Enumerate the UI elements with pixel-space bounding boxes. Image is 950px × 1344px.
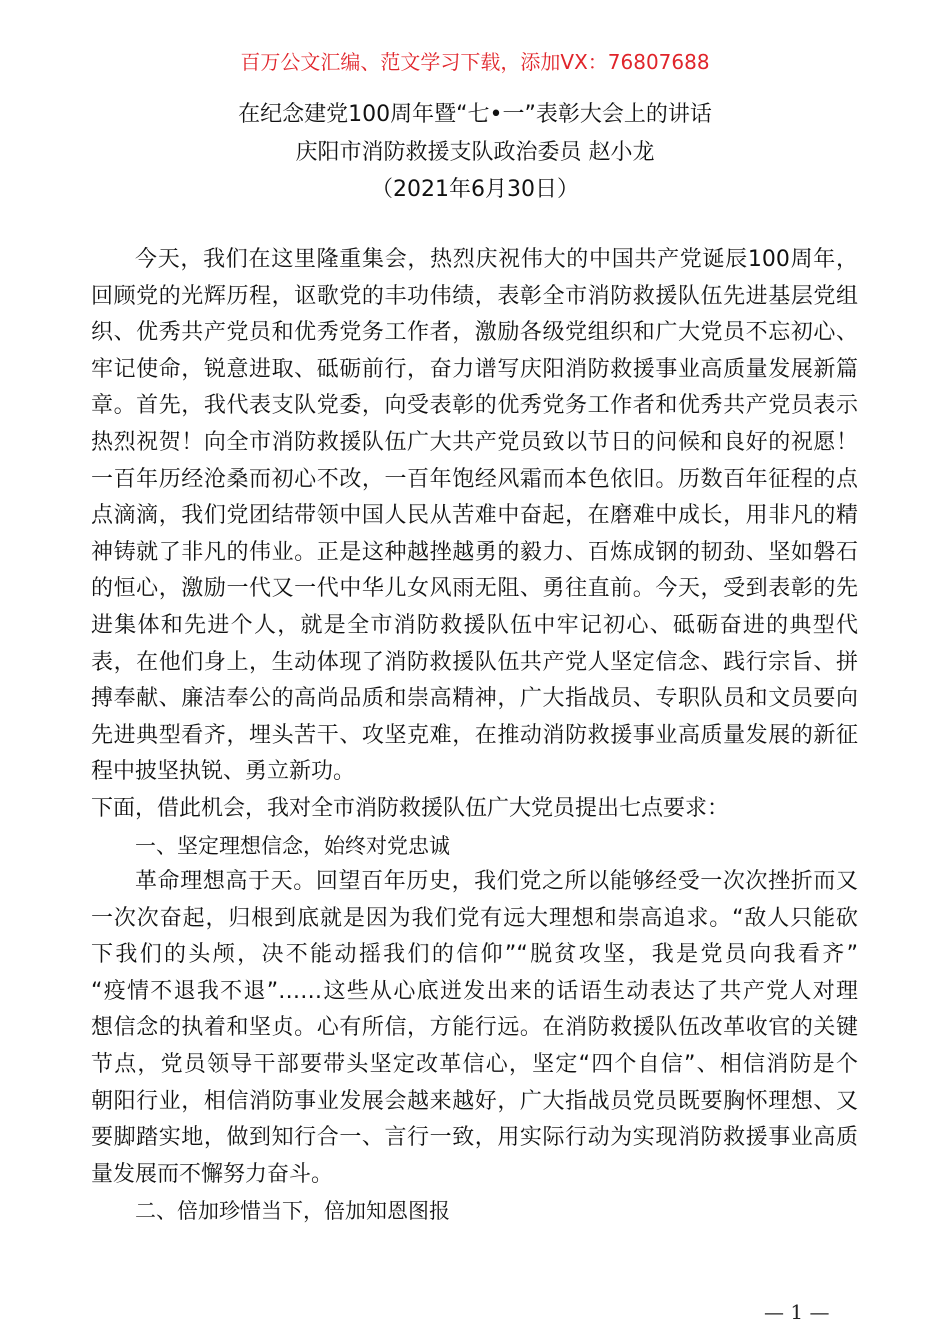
text-line: 搏奉献、廉洁奉公的高尚品质和崇高精神，广大指战员、专职队员和文员要向 <box>91 686 858 712</box>
text-line: 热烈祝贺！向全市消防救援队伍广大共产党员致以节日的问候和良好的祝愿！ <box>91 429 858 455</box>
text-line: 量发展而不懈努力奋斗。 <box>91 1161 334 1187</box>
text-line: 朝阳行业，相信消防事业发展会越来越好，广大指战员党员既要胸怀理想、又 <box>91 1088 858 1114</box>
page-number: — 1 — <box>764 1300 830 1324</box>
text-line: 牢记使命，锐意进取、砥砺前行，奋力谱写庆阳消防救援事业高质量发展新篇 <box>91 356 858 382</box>
text-line: 一百年历经沧桑而初心不改，一百年饱经风霜而本色依旧。历数百年征程的点 <box>91 466 858 492</box>
watermark-banner: 百万公文汇编、范文学习下载，添加VX：76807688 <box>240 50 710 74</box>
text-line: 先进典型看齐，埋头苦干、攻坚克难，在推动消防救援事业高质量发展的新征 <box>91 722 858 748</box>
text-line: 节点，党员领导干部要带头坚定改革信心，坚定“四个自信”、相信消防是个 <box>91 1052 858 1078</box>
document-date: （2021年6月30日） <box>371 177 579 202</box>
text-line: 点滴滴，我们党团结带领中国人民从苦难中奋起，在磨难中成长，用非凡的精 <box>91 503 858 529</box>
document-body <box>91 242 858 1230</box>
text-line: 革命理想高于天。回望百年历史，我们党之所以能够经受一次次挫折而又 <box>135 869 858 895</box>
text-line: 神铸就了非凡的伟业。正是这种越挫越勇的毅力、百炼成钢的韧劲、坚如磐石 <box>91 539 858 565</box>
text-line: 程中披坚执锐、勇立新功。 <box>91 759 356 785</box>
text-line: 织、优秀共产党员和优秀党务工作者，激励各级党组织和广大党员不忘初心、 <box>91 320 858 346</box>
document-author: 庆阳市消防救援支队政治委员 赵小龙 <box>295 140 655 165</box>
text-line: 一次次奋起，归根到底就是因为我们党有远大理想和崇高追求。“敌人只能砍 <box>91 905 858 931</box>
text-line: 要脚踏实地，做到知行合一、言行一致，用实际行动为实现消防救援事业高质 <box>91 1125 858 1151</box>
text-line: 下我们的头颅，决不能动摇我们的信仰”“脱贫攻坚，我是党员向我看齐” <box>91 942 858 968</box>
text-line: 今天，我们在这里隆重集会，热烈庆祝伟大的中国共产党诞辰100周年， <box>135 247 858 272</box>
text-line: 的恒心，激励一代又一代中华儿女风雨无阻、勇往直前。今天，受到表彰的先 <box>91 576 858 602</box>
text-line: 下面，借此机会，我对全市消防救援队伍广大党员提出七点要求： <box>91 795 730 821</box>
text-line: 表，在他们身上，生动体现了消防救援队伍共产党人坚定信念、践行宗旨、拼 <box>91 649 858 675</box>
document-title: 在纪念建党100周年暨“七•一”表彰大会上的讲话 <box>238 102 712 127</box>
text-line: 章。首先，我代表支队党委，向受表彰的优秀党务工作者和优秀共产党员表示 <box>91 393 858 419</box>
text-line: 想信念的执着和坚贞。心有所信，方能行远。在消防救援队伍改革收官的关键 <box>91 1015 858 1041</box>
text-line: 进集体和先进个人，就是全市消防救援队伍中牢记初心、砥砺奋进的典型代 <box>91 612 858 638</box>
section-heading-1: 一、坚定理想信念，始终对党忠诚 <box>135 833 450 858</box>
section-heading-2: 二、倍加珍惜当下，倍加知恩图报 <box>135 1199 450 1224</box>
text-line: 回顾党的光辉历程，讴歌党的丰功伟绩，表彰全市消防救援队伍先进基层党组 <box>91 283 858 309</box>
text-line: “疫情不退我不退”……这些从心底迸发出来的话语生动表达了共产党人对理 <box>91 978 858 1004</box>
